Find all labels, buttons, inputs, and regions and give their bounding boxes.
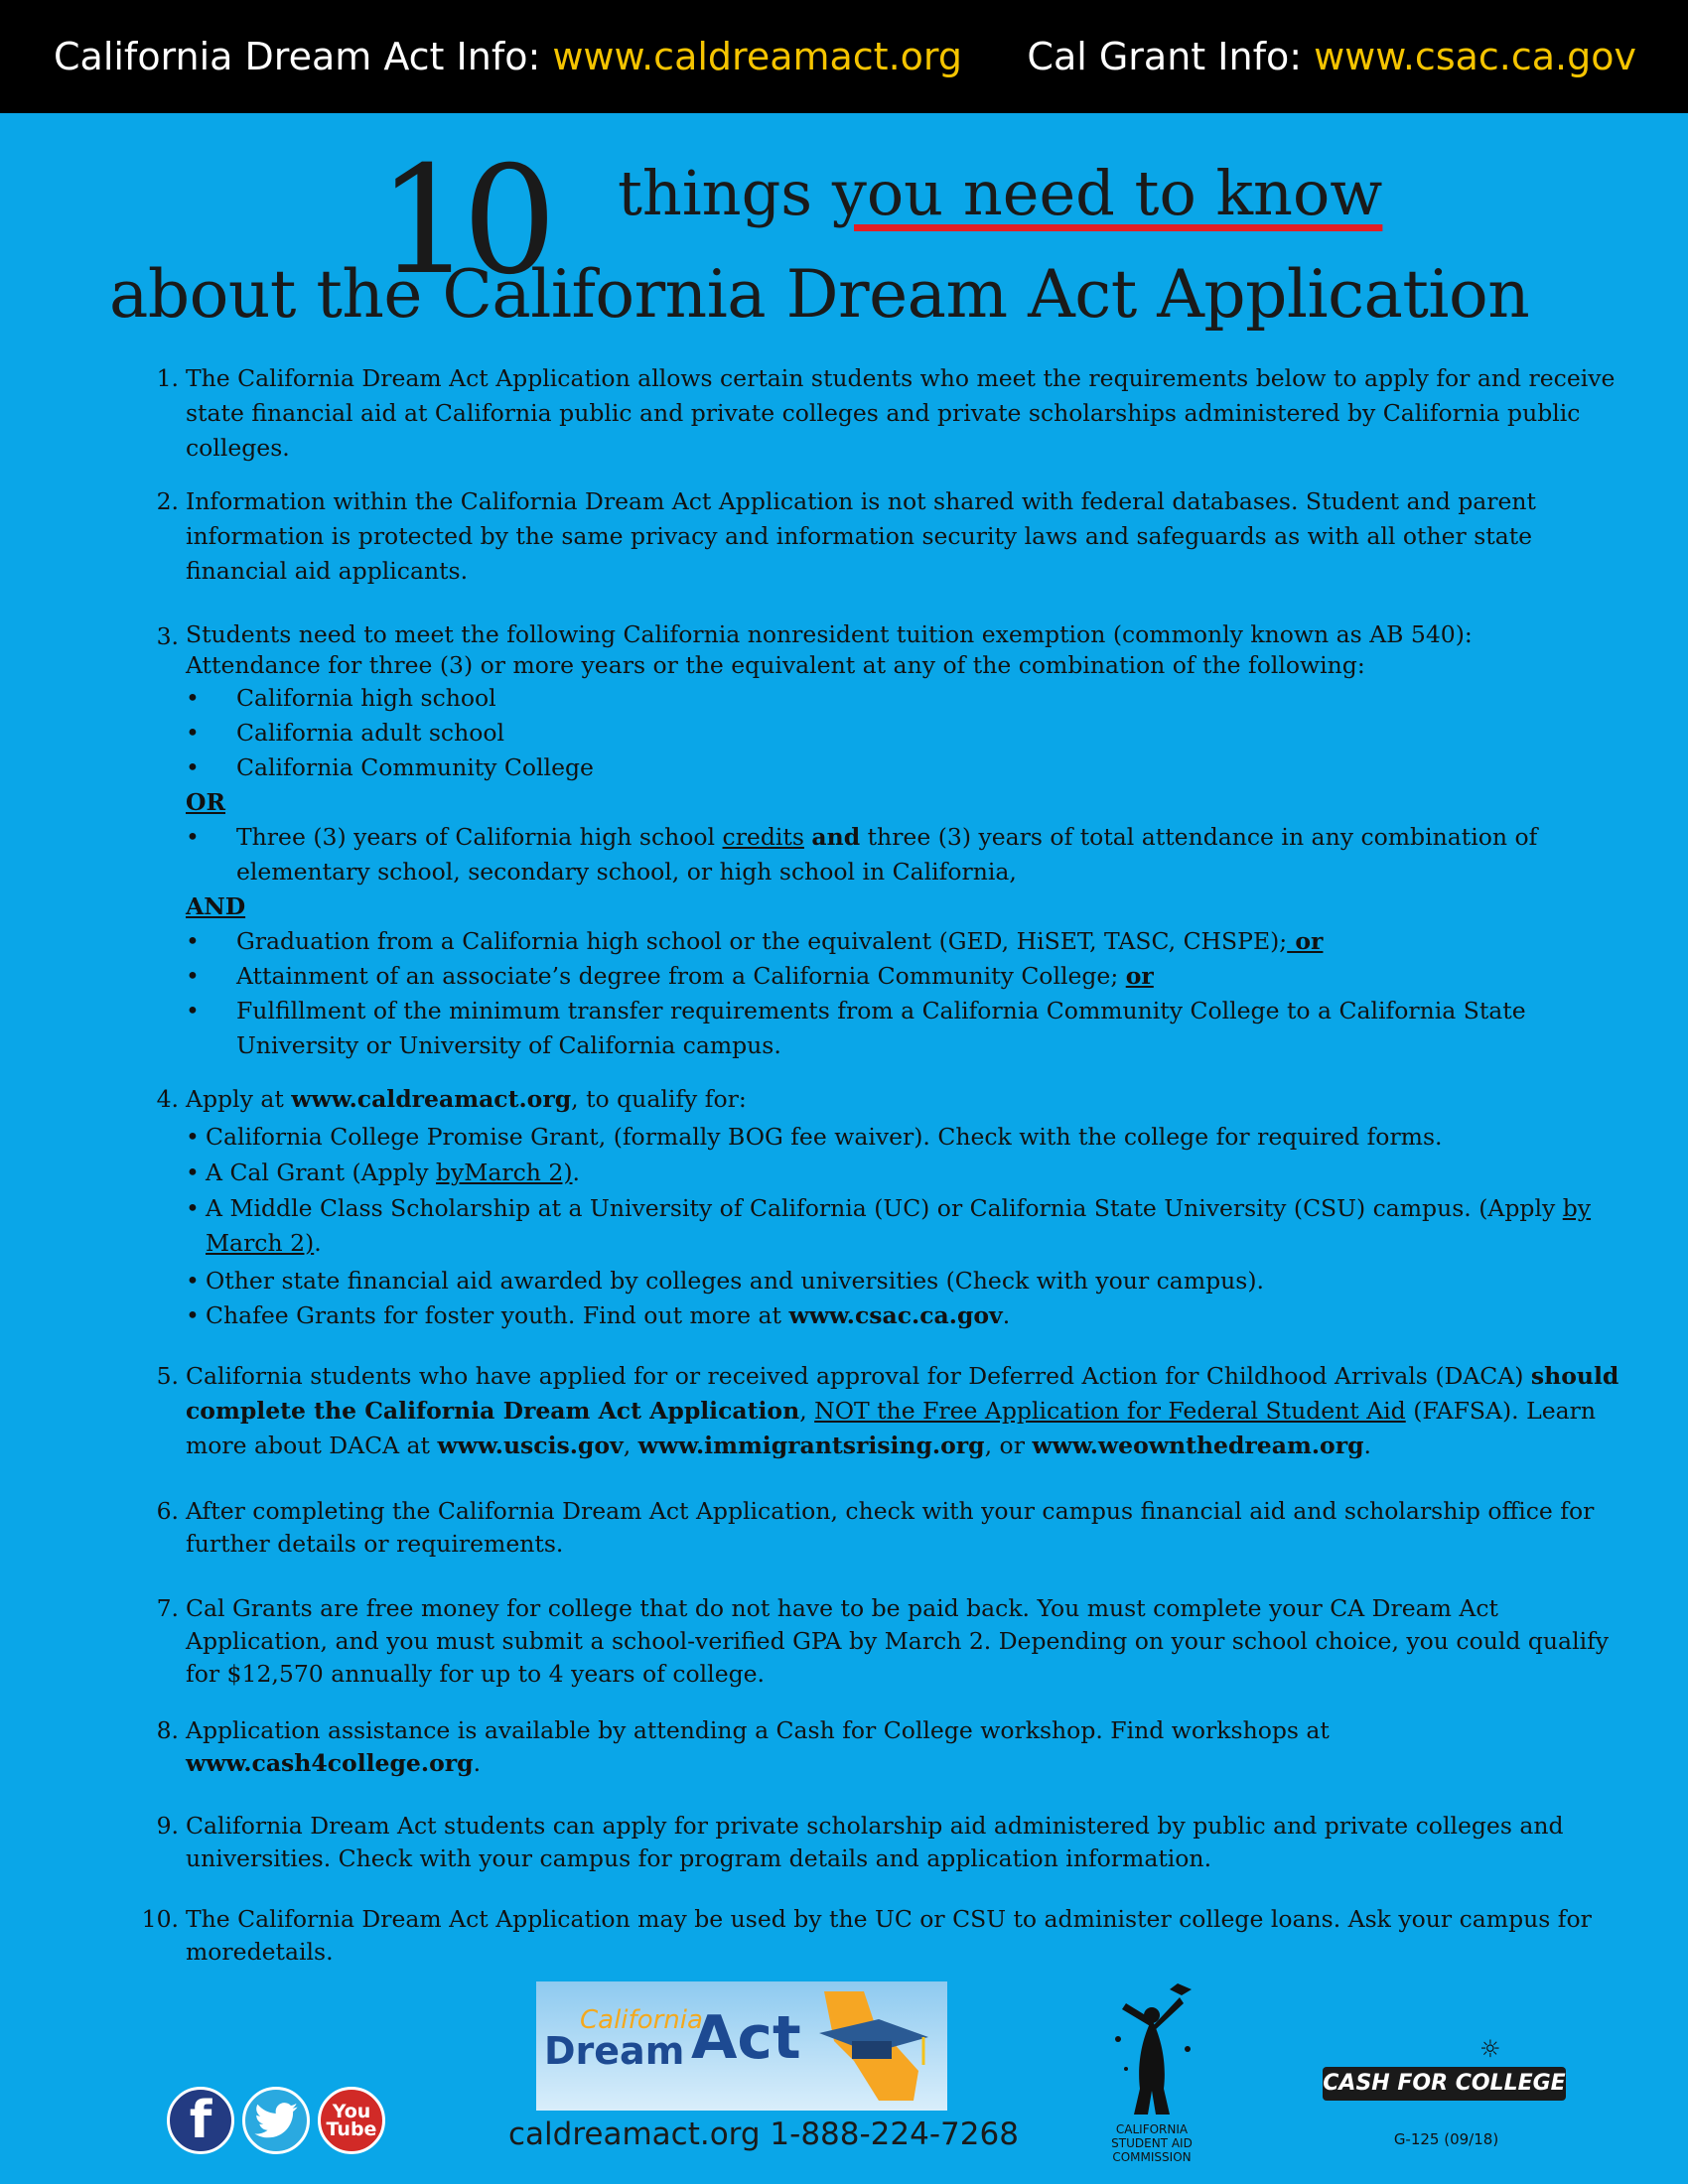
bullet-text: Other state financial aid awarded by colleges and universities (Check with your campus).: [206, 1267, 1264, 1295]
twitter-bird-icon: [254, 2103, 298, 2138]
bullet: •: [186, 927, 200, 955]
bullet-text: A Cal Grant (Apply: [206, 1159, 436, 1186]
item-text-part: , or: [984, 1432, 1033, 1459]
items-list: [139, 361, 1628, 1969]
list-item: [186, 681, 1628, 716]
list-item: [186, 1264, 1628, 1298]
facebook-letter: f: [189, 2091, 212, 2150]
title-line-1: [618, 157, 1382, 229]
item-text-bold: should complete the California Dream Act Application: [186, 1362, 1619, 1425]
or-text: or: [1125, 962, 1154, 990]
item-text-part: .: [473, 1749, 482, 1777]
list-item: [186, 716, 1628, 751]
logo-dream: Dream: [544, 2029, 685, 2073]
bullet-text: .: [314, 1229, 322, 1257]
and-label: AND: [186, 892, 246, 920]
csac-link[interactable]: www.csac.ca.gov: [1314, 35, 1636, 78]
bullet: •: [186, 753, 200, 781]
uscis-url[interactable]: www.uscis.gov: [437, 1432, 624, 1459]
bullet-text: A Middle Class Scholarship at a University of California (UC) or California State University (CSU) campus. (Apply: [206, 1194, 1563, 1222]
csac-url[interactable]: www.csac.ca.gov: [788, 1301, 1003, 1329]
item-text-underlined: NOT the Free Application for Federal Student Aid: [814, 1397, 1406, 1425]
cal-grant-info: [1027, 35, 1636, 78]
item-text-part: .: [1363, 1432, 1371, 1459]
list-item-9: [139, 1810, 1628, 1875]
bullet: •: [186, 1194, 200, 1222]
item-text: [186, 1359, 1628, 1463]
bullet-text: Attainment of an associate’s degree from a California Community College;: [236, 962, 1126, 990]
logo-act: Act: [691, 2003, 801, 2073]
caldreamact-link[interactable]: www.caldreamact.org: [552, 35, 962, 78]
item-text: [186, 1714, 1628, 1780]
item-text-part: California students who have applied for or received approval for Deferred Action for Childhood Arrivals (DACA): [186, 1362, 1531, 1390]
graduate-figure-icon: [1092, 1979, 1211, 2118]
bullet: •: [186, 1267, 200, 1295]
logo-california: California: [580, 2005, 703, 2035]
youtube-icon[interactable]: [318, 2087, 385, 2154]
bullet-text: Fulfillment of the minimum transfer requirements from a California Community College to a California State University or University of California campus.: [236, 997, 1526, 1059]
weownthedream-url[interactable]: www.weownthedream.org: [1032, 1432, 1364, 1459]
item-text: Information within the California Dream Act Application is not shared with federal databases. Student and parent information is protected by the same privacy and information security laws and safeguards as with all other state financial aid applicants.: [186, 487, 1536, 585]
bullet-text: Graduation from a California high school or the equivalent (GED, HiSET, TASC, CHSPE);: [236, 927, 1288, 955]
form-number: G-125 (09/18): [1393, 2130, 1499, 2148]
item-text: Attendance for three (3) or more years or the equivalent at any of the combination of the following:: [186, 651, 1365, 679]
list-item-5: [139, 1359, 1628, 1463]
bullet-text: California adult school: [236, 719, 505, 747]
item-number: 3.: [156, 622, 179, 650]
bullet: •: [186, 1123, 200, 1151]
bullet-text: three (3) years of total attendance in any combination of elementary school, secondary school, or high school in California,: [236, 823, 1538, 886]
item-text-part: ,: [623, 1432, 638, 1459]
item-text-part: Apply at: [186, 1085, 292, 1113]
list-item-1: [139, 361, 1628, 466]
bullet-text: California College Promise Grant, (formally BOG fee waiver). Check with the college for required forms.: [206, 1123, 1443, 1151]
footer-contact[interactable]: caldreamact.org 1-888-224-7268: [508, 2116, 1019, 2152]
list-item-10: [139, 1903, 1628, 1969]
item-text-part: ,: [799, 1397, 815, 1425]
bullet-text: .: [572, 1159, 580, 1186]
footer: [0, 1976, 1688, 2184]
item-number: 10.: [141, 1905, 179, 1933]
list-item-4: [139, 1082, 1628, 1333]
header-bar: [0, 0, 1688, 113]
bullet-text: Three (3) years of California high school: [236, 823, 723, 851]
list-item-2: [139, 484, 1628, 589]
bullet-text: California Community College: [236, 753, 594, 781]
title-number: 10: [377, 135, 547, 308]
item-number: 6.: [156, 1497, 179, 1525]
item-number: 1.: [156, 364, 179, 392]
bullet: •: [186, 684, 200, 712]
csac-line: CALIFORNIA: [1115, 2122, 1189, 2136]
title-line-2: about the California Dream Act Application: [109, 256, 1530, 333]
bullet: •: [186, 823, 200, 851]
csac-logo: [1092, 1979, 1211, 2178]
item-number: 2.: [156, 487, 179, 515]
item-text-part: Application assistance is available by attending a Cash for College workshop. Find workshops at: [186, 1716, 1330, 1744]
item-number: 5.: [156, 1362, 179, 1390]
list-item: [186, 820, 1628, 889]
list-item: [186, 1120, 1628, 1155]
list-item-7: [139, 1592, 1628, 1691]
youtube-text: You: [332, 2101, 371, 2122]
dream-act-label: California Dream Act Info:: [54, 35, 553, 78]
dream-act-info: [54, 35, 962, 78]
csac-line: COMMISSION: [1112, 2150, 1192, 2164]
bullet: •: [186, 1301, 200, 1329]
sun-icon: ☼: [1479, 2035, 1501, 2063]
facebook-icon[interactable]: [167, 2087, 234, 2154]
list-item-6: [139, 1495, 1628, 1561]
caldreamact-url[interactable]: www.caldreamact.org: [291, 1085, 572, 1113]
list-item: [186, 994, 1628, 1063]
deadline-text: by March 2): [206, 1194, 1592, 1257]
bullet-text: California high school: [236, 684, 496, 712]
list-item: [186, 1191, 1628, 1261]
item-number: 9.: [156, 1812, 179, 1840]
dream-act-logo: [536, 1981, 947, 2111]
page-title: [0, 135, 1688, 347]
item-text: California Dream Act students can apply for private scholarship aid administered by public and private colleges and universities. Check with your campus for program details and application information.: [186, 1812, 1564, 1872]
item-text: Cal Grants are free money for college that do not have to be paid back. You must complete your CA Dream Act Application, and you must submit a school-verified GPA by March 2. Depending on your school choice, you could qualify for $12,570 annually for up to 4 years of college.: [186, 1594, 1610, 1688]
list-item: [186, 751, 1628, 785]
cal-grant-label: Cal Grant Info:: [1027, 35, 1315, 78]
csac-line: STUDENT AID: [1111, 2136, 1193, 2150]
immigrantsrising-url[interactable]: www.immigrantsrising.org: [637, 1432, 985, 1459]
cash-for-college-logo: CASH FOR COLLEGE: [1323, 2067, 1566, 2101]
bullet: •: [186, 997, 200, 1024]
bullet-text: .: [1002, 1301, 1011, 1329]
list-item: [186, 959, 1628, 994]
item-text: Students need to meet the following California nonresident tuition exemption (commonly known as AB 540):: [186, 620, 1473, 648]
twitter-icon[interactable]: [242, 2087, 310, 2154]
list-item: [186, 1156, 1628, 1190]
csac-name: [1092, 2122, 1211, 2164]
item-text-part: (FAFSA). Learn more about DACA at: [186, 1397, 1596, 1459]
list-item: [186, 924, 1628, 959]
title-underlined: you need to know: [831, 157, 1383, 229]
bullet: •: [186, 1159, 200, 1186]
bullet: •: [186, 962, 200, 990]
item-number: 7.: [156, 1594, 179, 1622]
item-text: [186, 1082, 1628, 1117]
or-label: OR: [186, 788, 226, 816]
credits-text: credits: [722, 823, 804, 851]
list-item-3: [139, 619, 1628, 1063]
youtube-text: Tube: [326, 2118, 377, 2140]
and-text: and: [811, 823, 861, 851]
deadline-text: byMarch 2): [435, 1159, 573, 1186]
item-number: 8.: [156, 1716, 179, 1744]
bullet-text: Chafee Grants for foster youth. Find out more at: [206, 1301, 789, 1329]
item-number: 4.: [156, 1085, 179, 1113]
bullet: •: [186, 719, 200, 747]
or-text: or: [1287, 927, 1324, 955]
list-item-8: [139, 1714, 1628, 1780]
cash4college-url[interactable]: www.cash4college.org: [186, 1749, 474, 1777]
title-things: things: [618, 157, 832, 229]
list-item: [186, 1298, 1628, 1333]
item-text: The California Dream Act Application may be used by the UC or CSU to administer college loans. Ask your campus for moredetails.: [186, 1905, 1592, 1966]
item-text-part: , to qualify for:: [571, 1085, 747, 1113]
item-text: The California Dream Act Application allows certain students who meet the requirements below to apply for and receive state financial aid at California public and private colleges and private scholarships administered by California public colleges.: [186, 364, 1616, 462]
item-text: After completing the California Dream Act Application, check with your campus financial aid and scholarship office for further details or requirements.: [186, 1497, 1595, 1558]
